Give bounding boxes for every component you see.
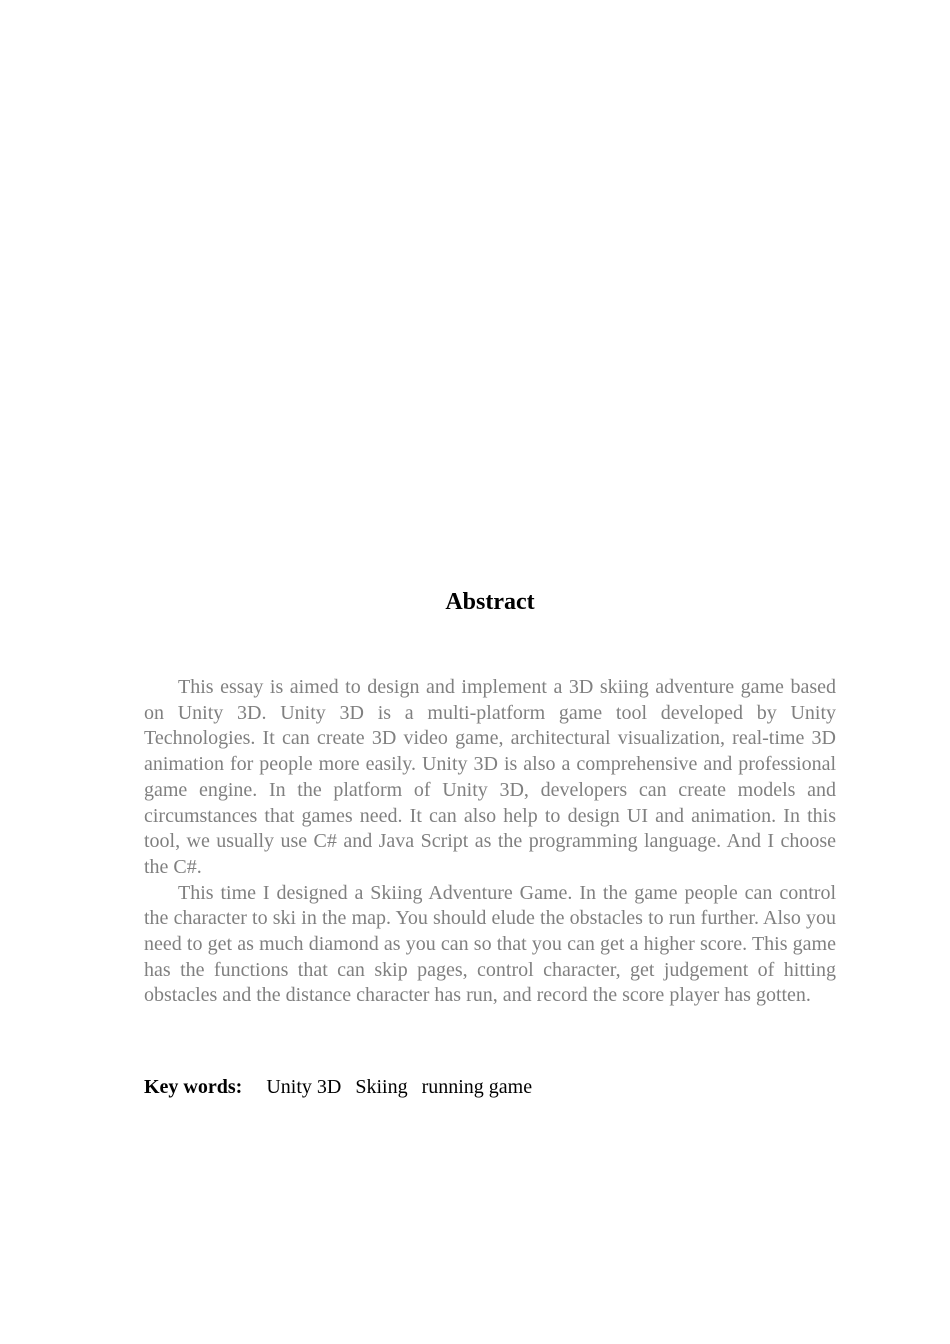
abstract-body <box>144 675 836 1009</box>
keyword-term: Skiing <box>355 1076 408 1098</box>
abstract-title: Abstract <box>445 589 535 615</box>
keyword-term: running game <box>421 1076 533 1098</box>
abstract-paragraph-1: This essay is aimed to design and implement a 3D skiing adventure game based on Unity 3D. Unity 3D is a multi-platform game tool developed by Unity Technologies. It can create 3D video game, architectural visualization, real-time 3D animation for people more easily. Unity 3D is also a comprehensive and professional game engine. In the platform of Unity 3D, developers can create models and circumstances that games need. It can also help to design UI and animation. In this tool, we usually use C# and Java Script as the programming language. And I choose the C#. <box>144 676 836 878</box>
abstract-paragraph-2: This time I designed a Skiing Adventure Game. In the game people can control the character to ski in the map. You should elude the obstacles to run further. Also you need to get as much diamond as you can so that you can get a higher score. This game has the functions that can skip pages, control character, get judgement of hitting obstacles and the distance character has run, and record the score player has gotten. <box>144 881 836 1007</box>
keywords-label: Key words: <box>144 1076 243 1098</box>
keywords-line <box>144 1074 836 1100</box>
keyword-term: Unity 3D <box>266 1076 342 1098</box>
